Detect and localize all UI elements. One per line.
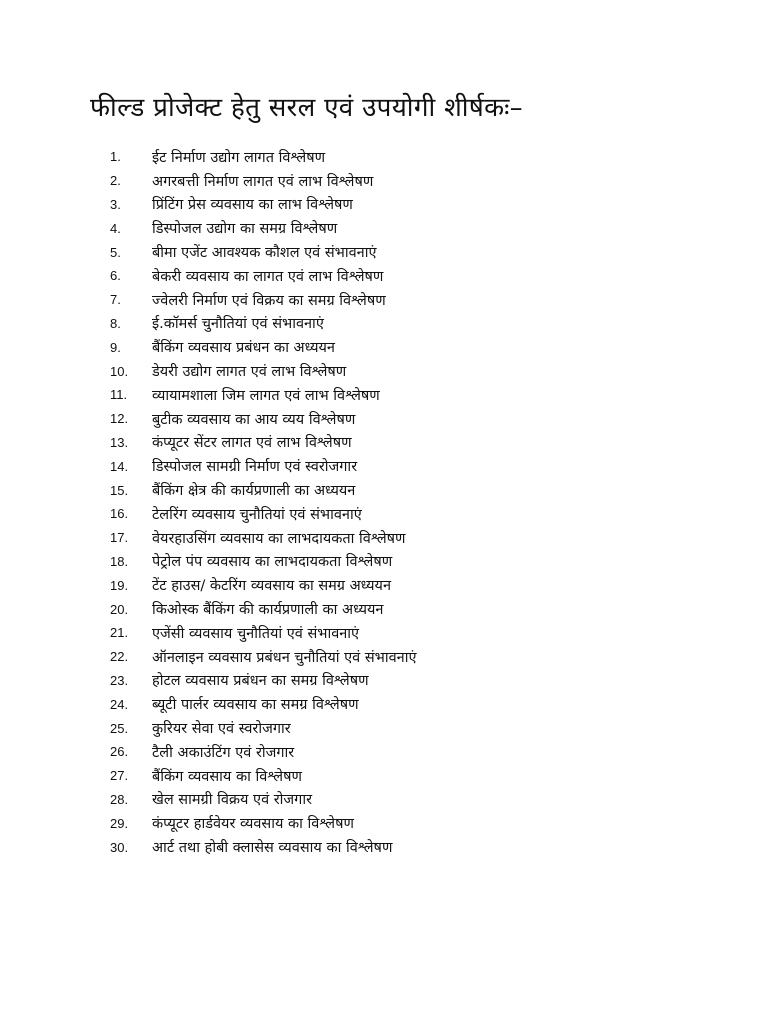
list-item-text: टेंट हाउस/ केटरिंग व्यवसाय का समग्र अध्ययन xyxy=(152,578,391,595)
list-item-text: व्यायामशाला जिम लागत एवं लाभ विश्लेषण xyxy=(152,387,380,404)
list-item-text: बुटीक व्यवसाय का आय व्यय विश्लेषण xyxy=(152,411,356,428)
list-item xyxy=(110,193,416,217)
list-item xyxy=(110,788,416,812)
list-item xyxy=(110,573,416,597)
list-item-text: बैंकिंग व्यवसाय प्रबंधन का अध्ययन xyxy=(152,340,335,357)
list-item-text: ई.कॉमर्स चुनौतियां एवं संभावनाएं xyxy=(152,316,324,333)
list-item-number: 19. xyxy=(110,577,129,593)
list-item xyxy=(110,835,416,859)
list-item-text: अगरबत्ती निर्माण लागत एवं लाभ विश्लेषण xyxy=(152,173,374,190)
list-item-number: 28. xyxy=(110,791,129,807)
list-item-number: 12. xyxy=(110,411,129,427)
list-item xyxy=(110,216,416,240)
list-item-number: 20. xyxy=(110,601,129,617)
list-item-number: 4. xyxy=(110,220,121,236)
list-item xyxy=(110,478,416,502)
list-item xyxy=(110,621,416,645)
list-item-text: बीमा एजेंट आवश्यक कौशल एवं संभावनाएं xyxy=(152,245,377,262)
list-item-text: एजेंसी व्यवसाय चुनौतियां एवं संभावनाएं xyxy=(152,625,360,642)
list-item xyxy=(110,597,416,621)
list-item-text: होटल व्यवसाय प्रबंधन का समग्र विश्लेषण xyxy=(152,673,369,690)
list-item-number: 25. xyxy=(110,720,129,736)
list-item-number: 15. xyxy=(110,482,129,498)
list-item-text: कंप्यूटर सेंटर लागत एवं लाभ विश्लेषण xyxy=(152,435,352,452)
list-item-number: 1. xyxy=(110,149,121,165)
list-item-number: 17. xyxy=(110,530,129,546)
list-item xyxy=(110,335,416,359)
list-item xyxy=(110,645,416,669)
list-item-number: 18. xyxy=(110,553,129,569)
list-item-text: ऑनलाइन व्यवसाय प्रबंधन चुनौतियां एवं संभावनाएं xyxy=(152,649,417,666)
list-item-text: टैली अकाउंटिंग एवं रोजगार xyxy=(152,744,295,761)
list-item xyxy=(110,692,416,716)
list-item-number: 26. xyxy=(110,744,129,760)
list-item xyxy=(110,740,416,764)
list-item xyxy=(110,264,416,288)
list-item-number: 11. xyxy=(110,387,128,403)
list-item xyxy=(110,550,416,574)
list-item-text: डिस्पोजल उद्योग का समग्र विश्लेषण xyxy=(152,221,338,238)
list-item-number: 6. xyxy=(110,268,121,284)
list-item-text: वेयरहाउसिंग व्यवसाय का लाभदायकता विश्लेषण xyxy=(152,530,406,547)
list-item-text: किओस्क बैंकिंग की कार्यप्रणाली का अध्ययन xyxy=(152,602,384,619)
list-item-text: प्रिंटिंग प्रेस व्यवसाय का लाभ विश्लेषण xyxy=(152,197,353,214)
list-item xyxy=(110,669,416,693)
list-item-text: बैंकिंग क्षेत्र की कार्यप्रणाली का अध्ययन xyxy=(152,483,356,500)
list-item-text: ईट निर्माण उद्योग लागत विश्लेषण xyxy=(152,149,326,166)
list-item-text: ज्वेलरी निर्माण एवं विक्रय का समग्र विश्लेषण xyxy=(152,292,386,309)
list-item-number: 23. xyxy=(110,672,129,688)
list-item xyxy=(110,359,416,383)
list-item-number: 13. xyxy=(110,434,129,450)
list-item xyxy=(110,145,416,169)
list-item xyxy=(110,169,416,193)
list-item xyxy=(110,407,416,431)
list-item xyxy=(110,502,416,526)
list-item-number: 21. xyxy=(110,625,129,641)
list-item-number: 14. xyxy=(110,458,129,474)
list-item-text: टेलरिंग व्यवसाय चुनौतियां एवं संभावनाएं xyxy=(152,506,362,523)
list-item xyxy=(110,312,416,336)
list-item-number: 16. xyxy=(110,506,129,522)
list-item-number: 3. xyxy=(110,196,121,212)
list-item-number: 29. xyxy=(110,815,129,831)
list-item-text: डिस्पोजल सामग्री निर्माण एवं स्वरोजगार xyxy=(152,459,358,476)
list-item-number: 24. xyxy=(110,696,129,712)
list-item xyxy=(110,764,416,788)
list-item-number: 2. xyxy=(110,173,121,189)
list-item xyxy=(110,811,416,835)
list-item-text: डेयरी उद्योग लागत एवं लाभ विश्लेषण xyxy=(152,364,347,381)
list-item-text: पेट्रोल पंप व्यवसाय का लाभदायकता विश्लेषण xyxy=(152,554,393,571)
list-item xyxy=(110,526,416,550)
list-item xyxy=(110,240,416,264)
list-item-number: 22. xyxy=(110,649,129,665)
list-item xyxy=(110,716,416,740)
list-item xyxy=(110,454,416,478)
list-item-number: 10. xyxy=(110,363,129,379)
list-item xyxy=(110,383,416,407)
list-item-number: 9. xyxy=(110,339,121,355)
page-title: फील्ड प्रोजेक्ट हेतु सरल एवं उपयोगी शीर्षकः– xyxy=(90,93,523,123)
list-item-number: 30. xyxy=(110,839,129,855)
list-item-number: 7. xyxy=(110,292,121,308)
list-item-text: कंप्यूटर हार्डवेयर व्यवसाय का विश्लेषण xyxy=(152,816,354,833)
list-item xyxy=(110,288,416,312)
list-item-number: 27. xyxy=(110,768,129,784)
list-item-number: 5. xyxy=(110,244,121,260)
list-item-text: ब्यूटी पार्लर व्यवसाय का समग्र विश्लेषण xyxy=(152,697,359,714)
list-item-number: 8. xyxy=(110,315,121,331)
list-item-text: बेकरी व्यवसाय का लागत एवं लाभ विश्लेषण xyxy=(152,268,384,285)
list-item-text: कुरियर सेवा एवं स्वरोजगार xyxy=(152,721,291,738)
list-item-text: आर्ट तथा होबी क्लासेस व्यवसाय का विश्लेषण xyxy=(152,840,393,856)
list-item xyxy=(110,431,416,455)
topic-list xyxy=(110,145,416,859)
list-item-text: खेल सामग्री विक्रय एवं रोजगार xyxy=(152,792,313,809)
list-item-text: बैंकिंग व्यवसाय का विश्लेषण xyxy=(152,768,302,785)
